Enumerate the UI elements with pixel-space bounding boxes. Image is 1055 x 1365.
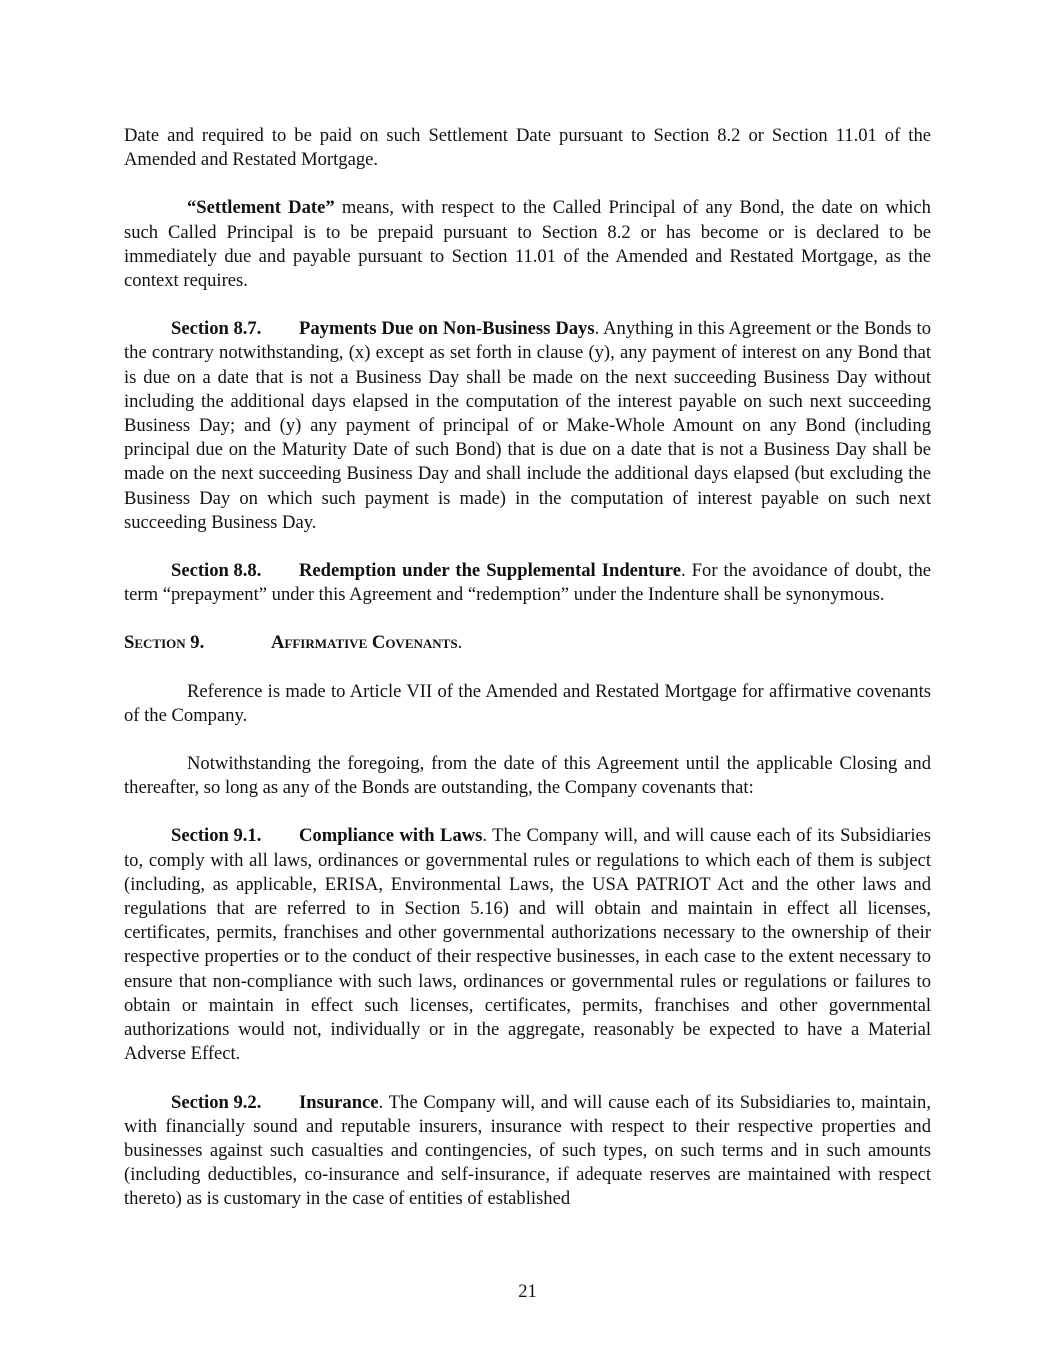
definition-text: means, with respect to the Called Principal of any Bond, the date on which such Called Principal is to be prepaid pursuant to Section 8.2 or has become or is declared to be immediately due and payable pursuant to Section 11.01 of the Amended and Restated Mortgage, as the context requires. [124,197,931,292]
heading-number: Section 9. [124,632,205,654]
section-8-8 [124,559,931,607]
heading-title: Affirmative Covenants [271,632,458,654]
section-number: Section 8.7. [171,318,262,340]
section-body: . The Company will, and will cause each of its Subsidiaries to, maintain, with financially sound and reputable insurers, insurance with respect to their respective properties and businesses against such casualties and contingencies, of such types, on such terms and in such amounts (including deductibles, co-insurance and self-insurance, if adequate reserves are maintained with respect thereto) as is customary in the case of entities of established [124,1091,931,1210]
section-9-heading [124,631,931,655]
section-number: Section 9.1. [171,825,262,847]
section-title: Compliance with Laws [299,825,483,847]
section-body: . Anything in this Agreement or the Bonds to the contrary notwithstanding, (x) except as set forth in clause (y), any payment of interest on any Bond that is due on a date that is not a Business Day shall be made on the next succeeding Business Day without including the additional days elapsed in the computation of the interest payable on such next succeeding Business Day; and (y) any payment of principal of or Make-Whole Amount on any Bond (including principal due on the Maturity Date of such Bond) that is due on a date that is not a Business Day shall be made on the next succeeding Business Day and shall include the additional days elapsed (but excluding the Business Day on which such payment is made) in the computation of interest payable on such next succeeding Business Day. [124,318,931,533]
section-body: . For the avoidance of doubt, the term “prepayment” under this Agreement and “redemption” under the Indenture shall be synonymous. [124,560,932,606]
paragraph-continuation: Date and required to be paid on such Settlement Date pursuant to Section 8.2 or Section 11.01 of the Amended and Restated Mortgage. [124,125,931,171]
section-number: Section 9.2. [171,1091,262,1113]
section-9-2 [124,1091,931,1212]
section-number: Section 8.8. [171,560,262,582]
section-8-7 [124,317,931,535]
defined-term: “Settlement Date” [187,197,335,219]
definition-settlement-date [124,196,931,293]
section-9-1 [124,824,931,1066]
heading-period: . [457,632,463,654]
section-body: . The Company will, and will cause each of its Subsidiaries to, comply with all laws, ordinances or governmental rules or regulations to which each of them is subject (including, as applicable, ERISA, Environmental Laws, the USA PATRIOT Act and the other laws and regulations that are referred to in Section 5.16) and will obtain and maintain in effect all licenses, certificates, permits, franchises and other governmental authorizations necessary to the ownership of their respective properties or to the conduct of their respective businesses, in each case to the extent necessary to ensure that non-compliance with such laws, ordinances or governmental rules or regulations or failures to obtain or maintain in effect such licenses, certificates, permits, franchises and other governmental authorizations would not, individually or in the aggregate, reasonably be expected to have a Material Adverse Effect. [124,825,931,1065]
section-title: Redemption under the Supplemental Indenture [299,560,681,582]
page-number: 21 [518,1281,537,1302]
section-title: Insurance [299,1091,379,1113]
paragraph-notwithstanding: Notwithstanding the foregoing, from the date of this Agreement until the applicable Closing and thereafter, so long as any of the Bonds are outstanding, the Company covenants that: [124,753,931,799]
paragraph-reference: Reference is made to Article VII of the Amended and Restated Mortgage for affirmative covenants of the Company. [124,680,931,726]
section-title: Payments Due on Non-Business Days [299,318,595,340]
page-content [124,124,931,1236]
